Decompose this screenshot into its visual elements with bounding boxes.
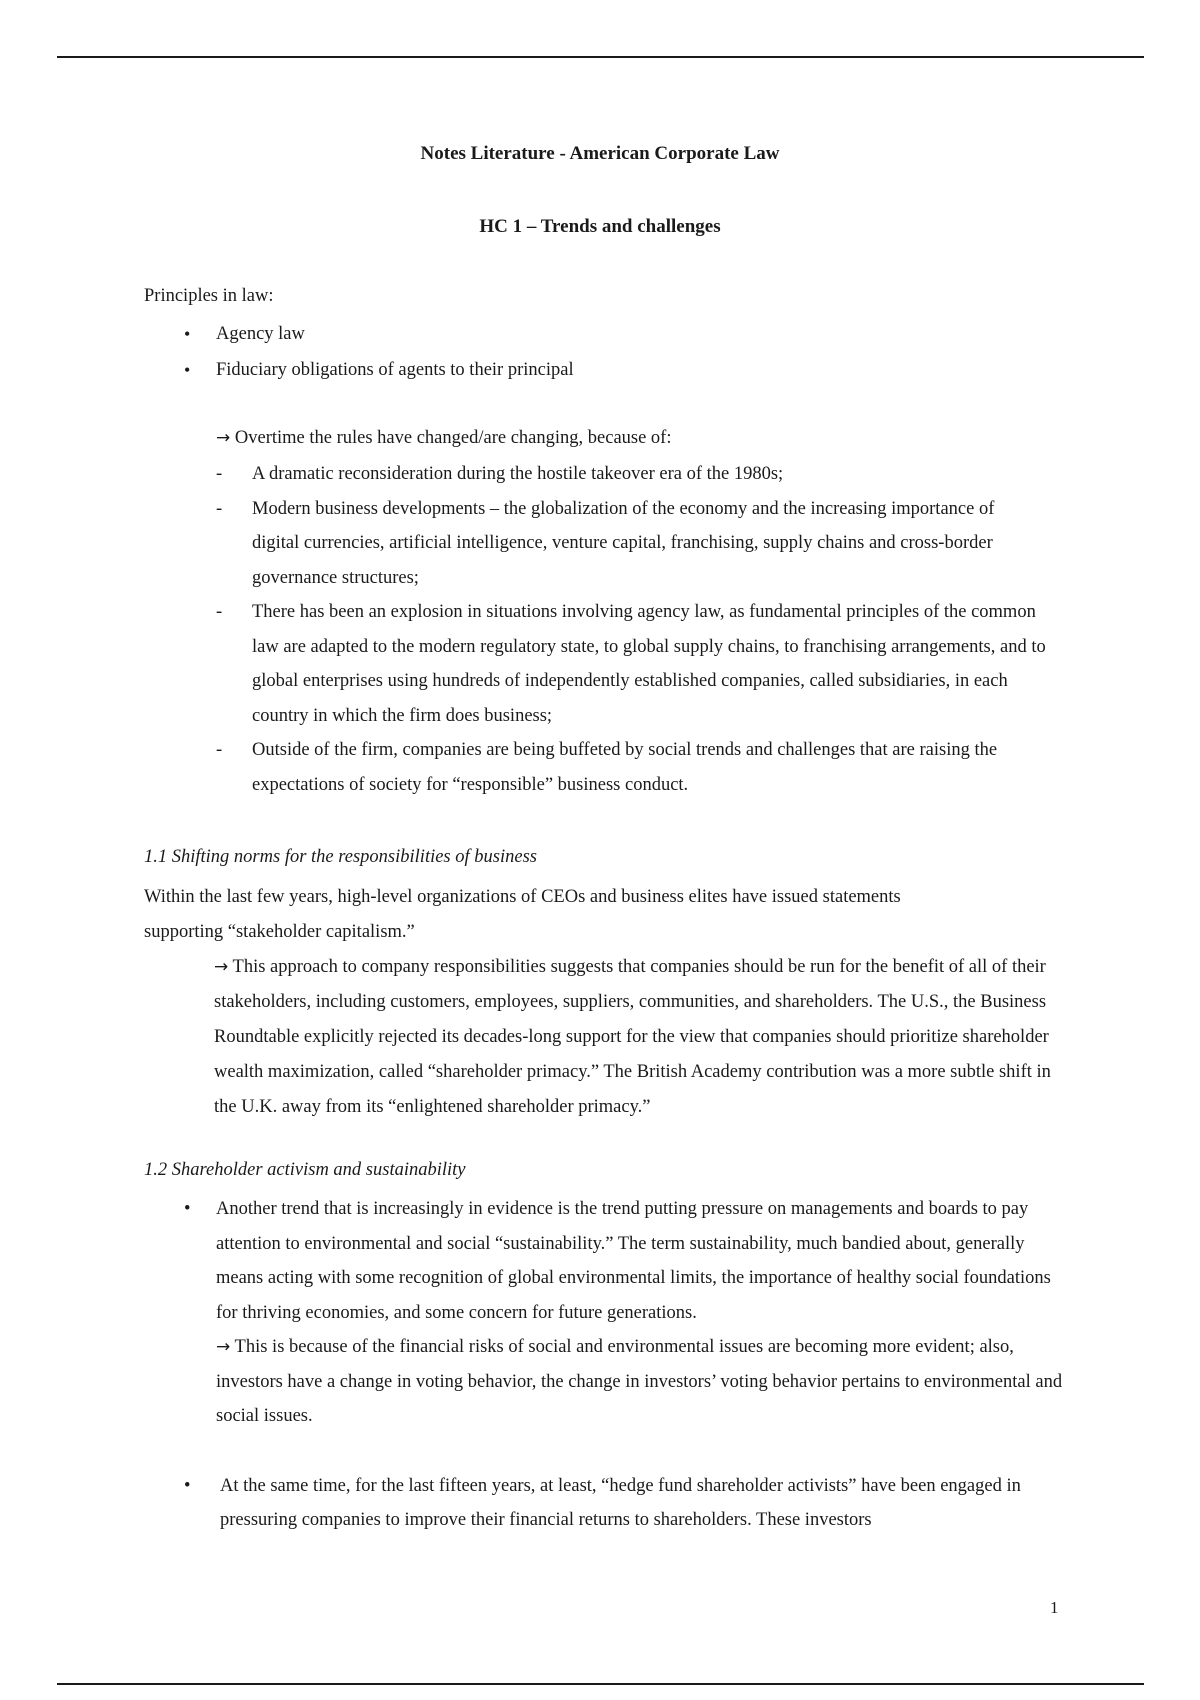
list-item [216,492,1046,596]
overtime-line [216,428,672,449]
section-heading-1-2: 1.2 Shareholder activism and sustainability [144,1160,466,1180]
arrow-right-icon: → [216,1337,231,1357]
document-title: Notes Literature - American Corporate Law [420,143,780,164]
list-item [144,1469,1064,1538]
section-1-1-paragraph: Within the last few years, high-level organizations of CEOs and business elites have issued statements supporting “stakeholder capitalism.” [144,887,901,942]
section-1-2-bullet-2: At the same time, for the last fifteen years, at least, “hedge fund shareholder activists” have been engaged in pressuring companies to improve their financial returns to shareholders. These investors [220,1475,1021,1530]
arrow-right-icon: → [216,428,231,448]
reason-text: Outside of the firm, companies are being buffeted by social trends and challenges that are raising the expectations of society for “responsible” business conduct. [252,740,998,795]
section-1-1-indented [214,950,1064,1125]
reason-text: Modern business developments – the globalization of the economy and the increasing importance of digital currencies, artificial intelligence, venture capital, franchising, supply chains and cross-border governance structures; [252,498,995,588]
reasons-list [216,457,1046,802]
principle-text: Agency law [216,324,305,344]
list-item [144,352,574,388]
list-item [216,733,1046,802]
arrow-right-icon: → [214,957,229,977]
dash-icon: - [216,498,223,519]
list-item [144,1192,1064,1434]
list-item [216,595,1046,733]
principle-text: Fiduciary obligations of agents to their principal [216,360,574,380]
list-item [144,316,574,352]
page-number: 1 [1050,1598,1059,1617]
dash-icon: - [216,740,223,760]
reason-text: A dramatic reconsideration during the hostile takeover era of the 1980s; [252,464,784,484]
dash-icon: - [216,602,223,622]
section-1-2-bullet-1-followup: This is because of the financial risks of social and environmental issues are becoming more evident; also, investors have a change in voting behavior, the change in investors’ voting behavior pertains to environmental and social issues. [216,1337,1063,1426]
dash-icon: - [216,464,223,484]
bullet-icon: • [184,324,191,344]
section-1-2-list [144,1192,1064,1538]
footer-rule [57,1683,1144,1685]
section-heading-1-1: 1.1 Shifting norms for the responsibilities of business [144,847,537,867]
document-subtitle: HC 1 – Trends and challenges [479,216,721,237]
bullet-icon: • [184,360,191,380]
intro-label: Principles in law: [144,286,274,306]
section-1-1-indented-text: This approach to company responsibilities suggests that companies should be run for the benefit of all of their stakeholders, including customers, employees, suppliers, communities, and shareholders. The U.S., the Business Roundtable explicitly rejected its decades-long support for the view that companies should prioritize shareholder wealth maximization, called “shareholder primacy.” The British Academy contribution was a more subtle shift in the U.K. away from its “enlightened shareholder primacy.” [214,957,1051,1117]
reason-text: There has been an explosion in situations involving agency law, as fundamental principles of the common law are adapted to the modern regulatory state, to global supply chains, to franchising arrangements, and to global enterprises using hundreds of independently established companies, called subsidiaries, in each country in which the firm does business; [252,602,1046,726]
principles-list [144,316,574,388]
overtime-text: Overtime the rules have changed/are changing, because of: [234,428,672,448]
section-1-2-bullet-1: Another trend that is increasingly in evidence is the trend putting pressure on managements and boards to pay attention to environmental and social “sustainability.” The term sustainability, much bandied about, generally means acting with some recognition of global environmental limits, the importance of healthy social foundations for thriving economies, and some concern for future generations. [216,1199,1051,1323]
bullet-icon: • [184,1475,191,1496]
list-item [216,457,1046,492]
bullet-icon: • [184,1199,191,1219]
